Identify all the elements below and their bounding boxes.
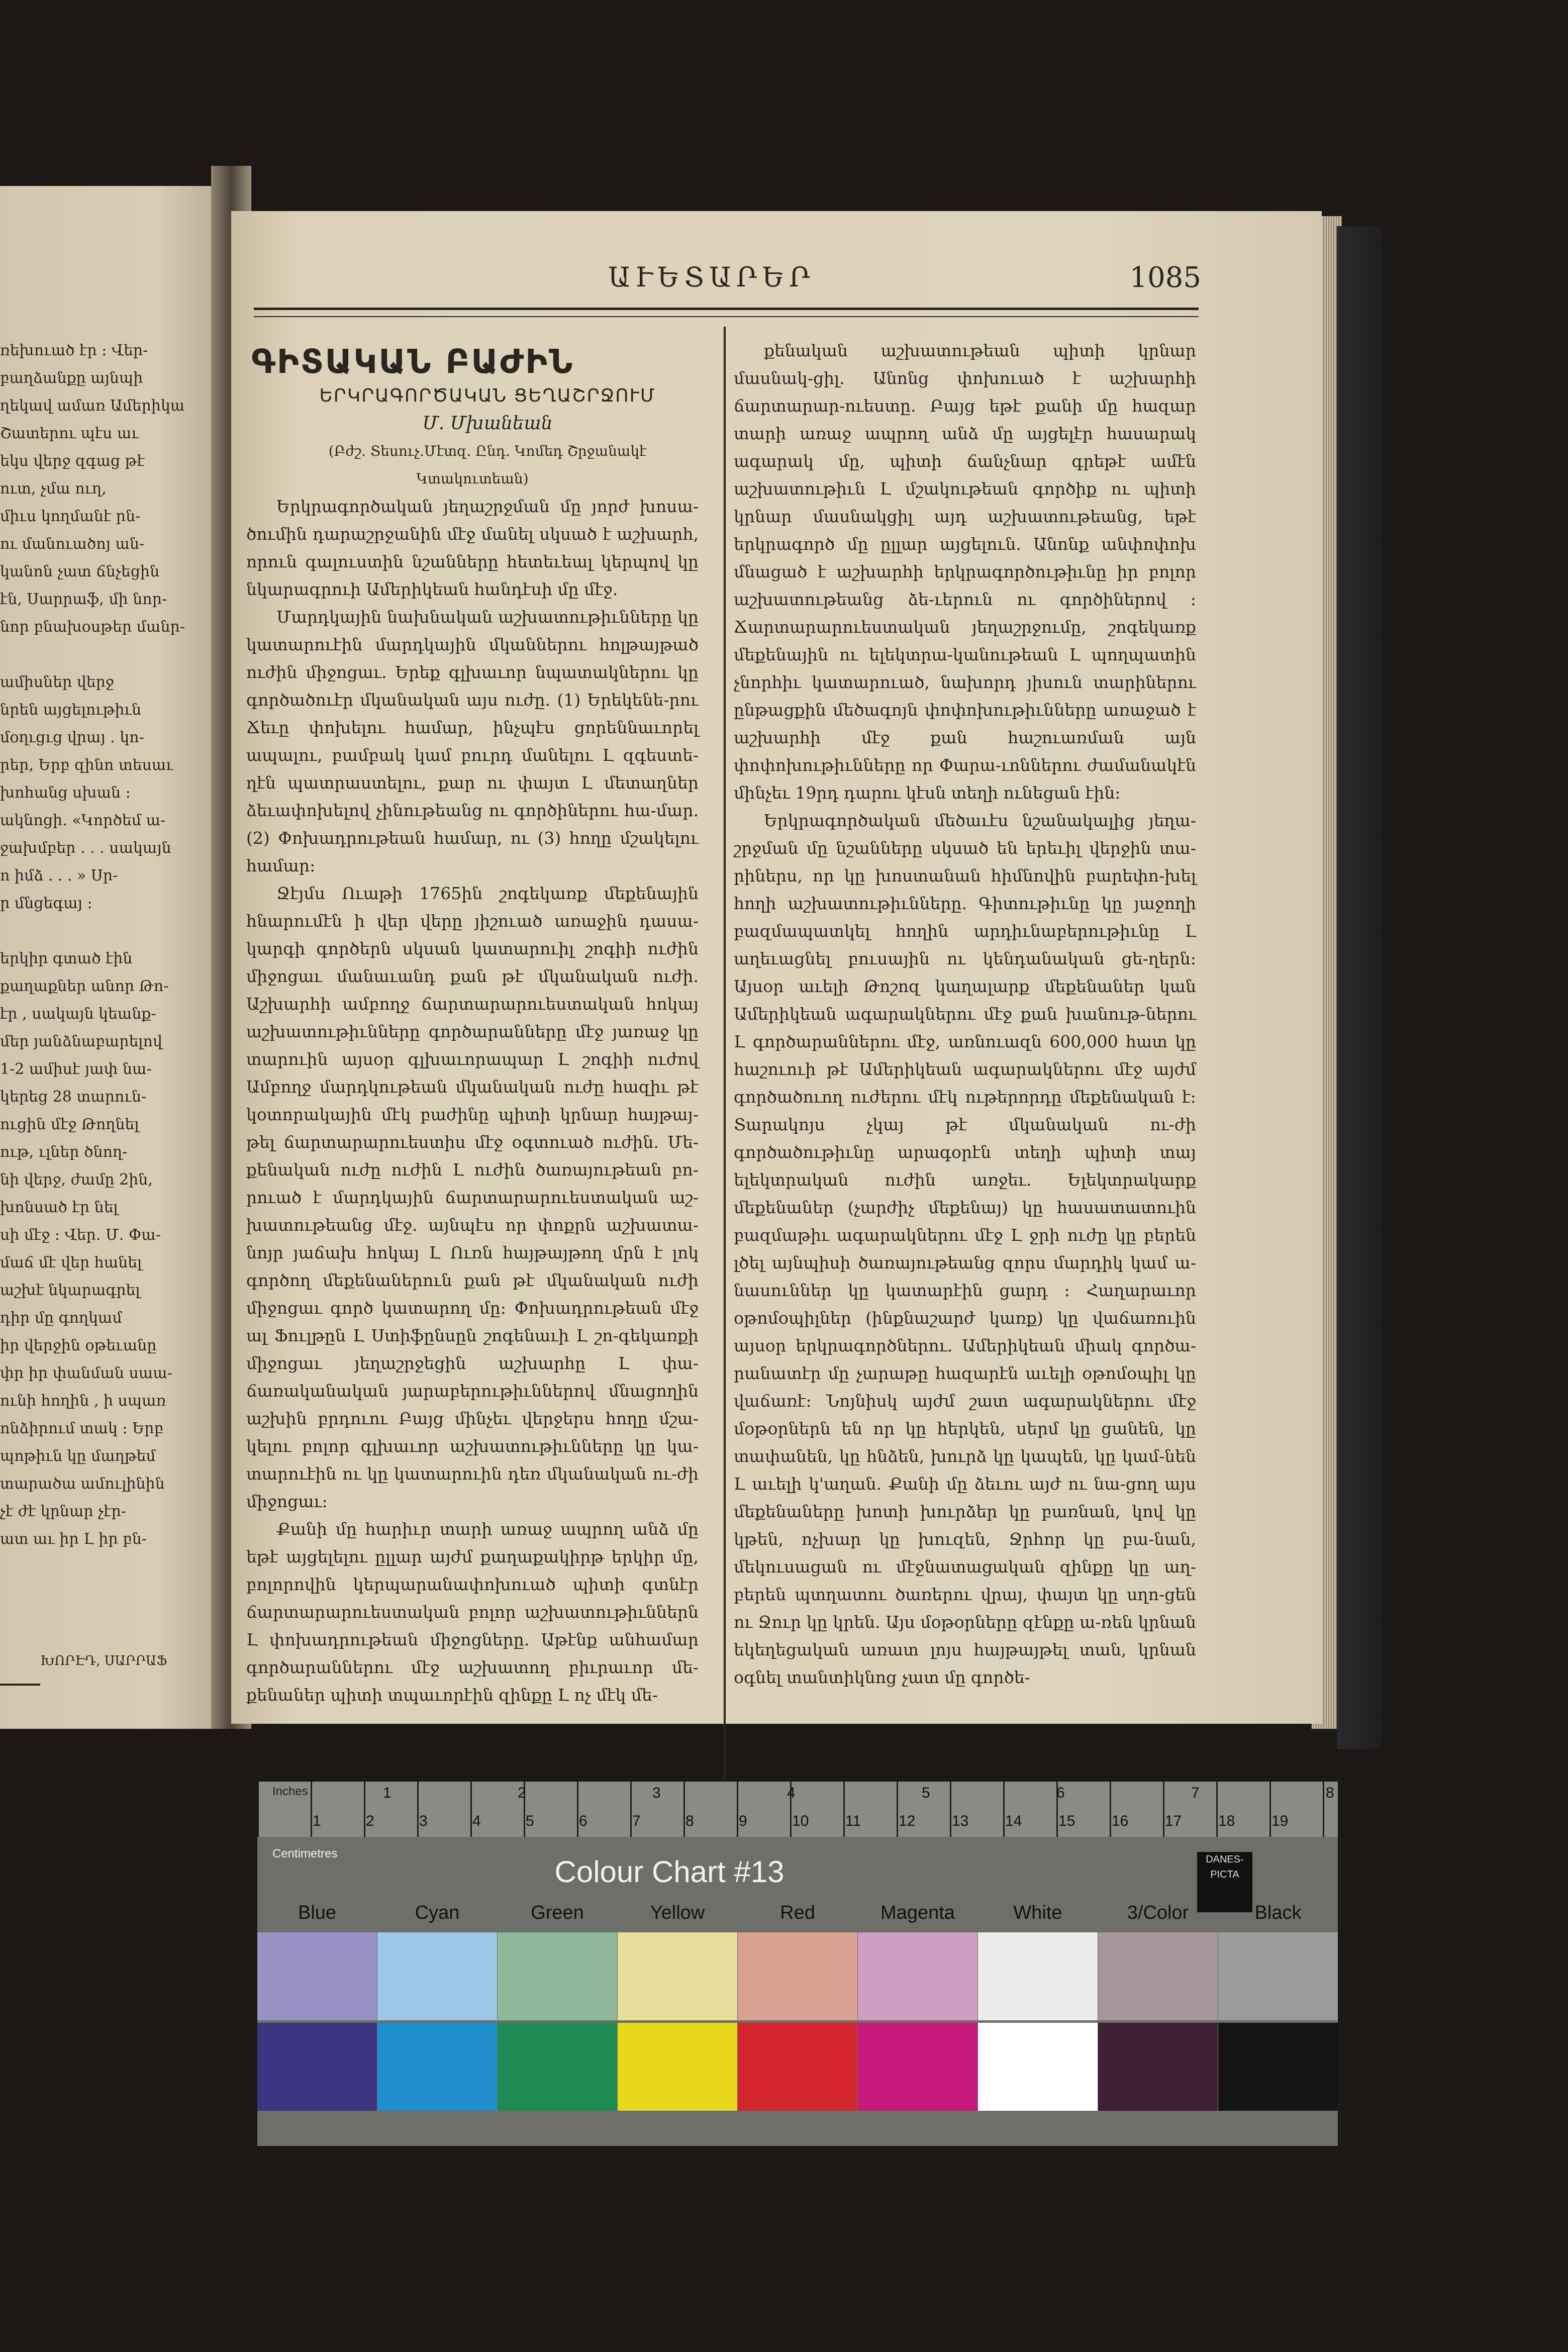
colour-patch: [738, 2023, 857, 2111]
colour-chart: [257, 1782, 1338, 2146]
cm-number: 19: [1271, 1813, 1289, 1829]
cm-number: 3: [419, 1813, 428, 1829]
left-page-line: րեր, Երբ զինո տեսաւ: [0, 756, 173, 774]
inch-number: 8: [1326, 1785, 1334, 1801]
left-page-line: ուցին մէջ Թողնել: [0, 1116, 139, 1133]
header-rule: [254, 308, 1199, 317]
danes-picta-logo: DANES-PICTA: [1197, 1852, 1252, 1912]
article-author: Մ. Մխանեան: [422, 413, 553, 434]
left-page-line: ջախմբեր . . . սակայն: [0, 839, 171, 857]
page-number: 1085: [1129, 261, 1201, 294]
left-page-line: Շատերու պէս աւ: [0, 425, 139, 442]
cm-number: 6: [579, 1813, 587, 1829]
running-head: ԱՒԵՏԱՐԵՐ: [608, 261, 815, 293]
colour-patch: [618, 1932, 737, 2020]
left-page-signature: ԽՈՐԷԴ, ՍԱՐՐԱՖ: [40, 1653, 167, 1669]
page-header: [256, 261, 1201, 302]
inch-number: 5: [922, 1785, 930, 1801]
inches-label: Inches: [272, 1785, 308, 1798]
left-page-line: ամիսներ վերջ: [0, 673, 114, 691]
colour-patch: [1098, 2023, 1218, 2111]
left-page-text: [0, 337, 201, 1553]
left-page-line: կերեց 28 տարուն-: [0, 1088, 147, 1106]
left-page-line: սի մէջ ։ Վեր. Մ. Փա-: [0, 1226, 161, 1244]
cm-number: 8: [685, 1813, 694, 1829]
inch-number: 3: [652, 1785, 661, 1801]
left-page-line: նոր բնախօսթեր մանր-: [0, 618, 185, 636]
cm-number: 16: [1112, 1813, 1129, 1829]
left-page-line: ատ աւ իր Լ իր բն-: [0, 1530, 147, 1548]
colour-patch: [1218, 2023, 1338, 2111]
patch-label: 3/Color: [1127, 1902, 1189, 1923]
cm-number: 2: [366, 1813, 374, 1829]
left-page-line: կանոն չատ ճնչեցին: [0, 563, 160, 580]
left-page-line: ռեխուած էր ։ Վեր-: [0, 342, 148, 359]
cm-number: 4: [472, 1813, 481, 1829]
left-page-line: տարածա ամուլինին: [0, 1475, 165, 1493]
ruler: [257, 1782, 1338, 1837]
patch-label: Cyan: [415, 1902, 460, 1923]
left-page-rule: [0, 1684, 40, 1686]
left-page-line: պոթիւն կը մաղթեմ: [0, 1447, 156, 1465]
cm-number: 14: [1005, 1813, 1022, 1829]
article-column-left: [246, 337, 699, 1709]
cm-number: 15: [1058, 1813, 1075, 1829]
cm-number: 11: [845, 1813, 861, 1829]
left-page-line: չէ ժէ կրնար չէր-: [0, 1503, 127, 1520]
left-column-paragraphs: [246, 493, 699, 1709]
left-page-line: աշխէ նկարագրել: [0, 1282, 140, 1299]
left-page-line: խոնսած էր նել: [0, 1199, 118, 1216]
left-page-line: մաճ մէ վեր հանել: [0, 1254, 142, 1271]
left-page-line: ութ, ւլներ ծնող-: [0, 1143, 128, 1161]
left-page: [0, 186, 221, 1729]
colour-patch: [1218, 1932, 1338, 2020]
colour-patch: [257, 1932, 377, 2020]
patch-label: Black: [1254, 1902, 1302, 1923]
inch-number: 6: [1056, 1785, 1065, 1801]
colour-patch: [978, 1932, 1098, 2020]
patch-labels: [257, 1902, 1338, 1927]
left-page-line: նի վերջ, ժամը 2ին,: [0, 1171, 153, 1189]
patch-label: Magenta: [880, 1902, 955, 1923]
cm-number: 7: [632, 1813, 641, 1829]
left-page-line: ո իմձ . . . » Սր-: [0, 867, 118, 885]
left-page-line: խոհանց սխան ։: [0, 784, 131, 802]
left-page-line: բաղձանքը այնպի: [0, 369, 143, 387]
left-page-line: [0, 917, 201, 945]
section-title: ԳԻՏԱԿԱՆ ԲԱԺԻՆ: [251, 342, 574, 381]
cm-number: 1: [313, 1813, 321, 1829]
left-page-line: 1-2 ամիսէ յափ նա-: [0, 1060, 152, 1078]
left-page-line: ուտ, չմա ուղ,: [0, 480, 107, 498]
left-page-line: դիր մը գողկամ: [0, 1309, 122, 1327]
cm-number: 18: [1218, 1813, 1235, 1829]
colour-patch: [257, 2023, 377, 2111]
left-page-line: ու մանուածոյ ան-: [0, 535, 145, 553]
patch-label: White: [1013, 1902, 1062, 1923]
article-paragraph: Քանի մը հարիւր տարի առաջ ապրող անձ մը եթէ այցելելու ըլլար այժմ քաղաքակիրթ երկիր մը, բոլորովին կերպարանափոխուած պիտի գտնէր ճարտարարուեստական բոլոր աշխատութիւններն Լ փոխադրութեան միջոցները. Աթէնք անհամար գործարաններու մէջ աշխատող բիւրաւոր մե-քենաներ պիտի տպաւորէին զինքը Լ ոչ մէկ մե-: [246, 1519, 699, 1705]
left-page-line: քաղաքներ անոր Թո-: [0, 977, 169, 995]
colour-patch: [377, 1932, 497, 2020]
cm-number: 13: [952, 1813, 969, 1829]
left-page-line: մօղւցւց վրայ . կո-: [0, 729, 144, 746]
colour-patch: [618, 2023, 737, 2111]
cm-number: 17: [1165, 1813, 1182, 1829]
colour-patch: [978, 2023, 1098, 2111]
colour-patch: [1098, 1932, 1218, 2020]
section-subtitle: ԵՐԿՐԱԳՈՐԾԱԿԱՆ ՑԵՂԱՇՐՋՈՒՄ: [319, 385, 656, 406]
cm-number: 5: [526, 1813, 534, 1829]
left-page-line: մեր յանձնաբարելով: [0, 1033, 162, 1050]
patch-label: Green: [531, 1902, 584, 1923]
left-page-line: փր իր փանման սաա-: [0, 1364, 172, 1382]
patch-label: Blue: [298, 1902, 337, 1923]
left-page-line: նրեն այցելութիւն: [0, 701, 142, 719]
cm-number: 12: [899, 1813, 916, 1829]
colour-patch: [858, 2023, 977, 2111]
left-page-line: ունի հողին , ի սպառ: [0, 1392, 166, 1410]
inch-number: 1: [383, 1785, 391, 1801]
left-page-line: էն, Սարրաֆ, մի նոր-: [0, 591, 167, 608]
colour-patch: [377, 2023, 497, 2111]
left-page-line: ոնձիրում տակ ։ Երբ: [0, 1420, 164, 1437]
cm-number: 10: [792, 1813, 809, 1829]
colour-patch: [858, 1932, 977, 2020]
article-column-right: [734, 337, 1196, 1691]
article-paragraph: Երկրագործական յեղաշրջման մը յորժ խոսա-ծումին դարաշրջանին մէջ մանել սկսած է աշխարհ, որուն գալուստին նշանները հետեւեալ կերպով կը նկարագրուի Ամերիկեան հանդէսի մը մէջ.: [246, 497, 699, 599]
article-paragraph: Մարդկային նախնական աշխատութիւնները կը կատարուէին մարդկային մկաններու հոլթայթած ուժին միջոցաւ. Երեք գլխաւոր նպատակներու կը գործածուէր մկանական այս ուժը. (1) Երեկենե-րու Ճեւը փոխելու համար, ինչպէս ցորեննաւորել ապալու, բամբակ կամ բուրդ մանելու Լ զգեստե-ղէն պատրաստելու, քար ու փայտ Լ մետաղներ ձեւափոխելով չինութեանց ու գործիներու հա-մար. (2) Փոխադրութեան համար, ու (3) հողը մշակելու համար։: [246, 607, 699, 875]
column-divider: [724, 327, 726, 1779]
cm-number: 9: [739, 1813, 747, 1829]
centimetres-label: Centimetres: [272, 1847, 338, 1860]
left-page-line: իր վերջին օթեւանը: [0, 1337, 157, 1354]
book-cover: [1337, 226, 1382, 1749]
inch-number: 4: [787, 1785, 796, 1801]
left-page-line: երկիր գտած էին: [0, 950, 133, 967]
left-page-line: եկս վերջ զգաց թէ: [0, 452, 145, 470]
inch-number: 2: [518, 1785, 526, 1801]
article-paragraph: քենական աշխատութեան պիտի կրնար մասնակ-ցիլ. Անոնց փոխուած է աշխարհի ճարտարար-ուեստը. Բայց եթէ քանի մը հազար տարի առաջ ապրող անձ մը այցելէր հասարակ ագարակ մը, պիտի ճանչնար գրեթէ ամէն աշխատութիւն Լ մշակութեան գործիք ու պիտի կրնար մասնակցիլ այդ աշխատութեանց, եթէ երկրագործ մը ըլլար այցելուն. Անոնք անփոփոխ մնացած է աշխարհի երկրագործութիւնը իր բոլոր աշխատութեանց ձե-ւերուն ու գործիներով ։ Ճարտարարուեստական յեղաշրջումը, շոգեկառք մեքենային ու ելեկտրա-կանութեան Լ պողպատին չնորհիւ կատարուած, նախորդ յիսուն տարիներու ընթացքին մեծագոյն փոփոխութիւնները առաջած է աշխարհի մէջ քան հաշուառման այն փոփոխութիւնները որ Փարա-ւոններու ժամանակէն մինչեւ 19րդ դարու կէսն տեղի ունեցան էին։: [734, 341, 1196, 803]
article-paragraph: Ջէյմս Ուաթի 1765ին շոգեկառք մեքենային հնարումէն ի վեր վերը յիշուած առաջին դասա-կարգի գործերն սկսան կատարուիլ շոգիի ուժին միջոցաւ մանաւանդ քան թէ մկանական ուժի. Աշխարհի ամբողջ ճարտարարուեստական հոկայ աշխատութիւնները գործարանները մէջ յառաջ կը տարուին այսօր գլխաւորապար Լ շոգիի ուժով Ամբողջ մարդկութեան մկանական ուժը հազիւ թէ կօտորակային մէկ բաժինը պիտի կրնար հայթայ-թել ճարտարարուեստիս մէջ օգտուած ուժին. Մե-քենական ուժը ուժին Լ ուժին ծառայութեան բո-րուած է մարդկային ճարտարարուեստական աշ-խատութեանց մէջ. այնպէս որ փոքրն աշխատա-նոյր յաճախ հոկայ Լ Ուռն հայթայթող մրն է լոկ գործող մեքենաներուն քան թէ մկանական ուժի միջոցաւ գործ կատարող մը։ Փոխադրութեան մէջ ալ Ֆուլթըն Լ Ստիֆընսըն շոգենաւի Լ շո-գեկառքի միջոցաւ յեղաշրջեցին աշխարհը Լ փա-ճառականական յարաբերութիւններով մնացողին աշխին բրդուու Բայց մինչեւ վերջերս հողը մշա-կելու բոլոր գլխաւոր աշխատութիւնները կը կա-տարուէին ու կը կատարուին դեռ մկանական ու-ժի միջոցաւ։: [246, 884, 699, 1511]
left-page-line: [0, 641, 201, 668]
right-column-paragraphs: [734, 337, 1196, 1691]
left-page-line: ակնոցի. «Կործեմ ա-: [0, 812, 166, 829]
left-page-line: միւս կողմանէ րն-: [0, 508, 141, 525]
patch-label: Yellow: [650, 1902, 705, 1923]
article-source: (Բժշ. Տեսուչ.Մէտզ. Ընդ. Կոմեդ Շրջանակէ Կտակուտեան): [328, 443, 647, 487]
left-page-line: ղեկավ ամառ Ամերիկա: [0, 397, 185, 415]
inch-number: 7: [1191, 1785, 1200, 1801]
left-page-line: էր , սակայն կեանք-: [0, 1005, 156, 1023]
colour-chart-title: Colour Chart #13: [554, 1855, 785, 1889]
colour-patch: [498, 1932, 617, 2020]
article-paragraph: Երկրագործական մեծաւէս նշանակալից յեղա-շրջման մը նշանները սկսած են երեւիլ վերջին տա-րիներս, որ կը խոստանան հիմնովին բարեփո-խել հողի աշխատութիւնները. Գիտութիւնը կը յաջողի բազմապատկել հողին արդիւնաբերութիւնը Լ աղեւացնել բուսային ու կենդանական ցե-ղերն։ Այսօր աւելի Թոշոզ կաղալարք մեքենաներ կան Ամերիկեան ագարակներու մէջ քան խանութ-ներու Լ գործարաններու մէջ, առնուազն 600,000 հատ կը հաշուուի թէ Ամերիկեան ագարակներու մէջ այժմ գործածուող ուժերու մէկ ութերորդը մեքենական է։ Տարակոյս չկայ թէ մկանական ու-ժի գործածութիւնը արագօրէն տեղի պիտի տայ ելեկտրական ուժին առջեւ. Ելեկտրակարք մեքենաներ (չարժիչ մեքենայ) կը հասատատուին բազմաթիւ ագարակներու մէջ Լ ջրի ուժը կը բերեն լծել այնպիսի ծառայութեանց զորս մարդիկ կամ ա-նասուններ կը կատարէին ցարդ ։ Հաղարաւոր օթոմօպիլներ (ինքնաշարժ կառք) կը վաճառուին այսօր երկրագործներու. Ամերիկեան միակ գործա-րանատէր մը չարաթը հազարէն աւելի օթոմօպիլ կը վաճառէ։ Նոյնիսկ այժմ շատ ագարակներու մէջ մօթօրներն են որ կը հերկեն, սերմ կը ցանեն, կը տափանեն, կը հնձեն, խուրձ կը կապեն, կը կամ-նեն Լ աւելի կ'աղան. Քանի մը ձեւու այժ ու նա-ցող այս մեքենաները խոտի խուրձեր կը բառնան, կով կը կթեն, ոչխար կը խուզեն, Ջրհոր կը բա-նան, մեկուսացան ու մէջնատացական զինքը կը աղ-բերեն պտղատու ծառերու վրայ, փայտ կը սղո-ցեն ու Ջուր կը կրեն. Այս մօթօրները զէնքը ա-ռեն կրնան եկեղեցական առատ լոյս հայթայթել տան, կրնան օգնել տանտիկնոց չատ մը գործե-: [734, 811, 1196, 1687]
left-page-line: ր մնցեգայ ։: [0, 895, 92, 912]
colour-patch: [738, 1932, 857, 2020]
patch-label: Red: [780, 1902, 815, 1923]
colour-patch: [498, 2023, 617, 2111]
